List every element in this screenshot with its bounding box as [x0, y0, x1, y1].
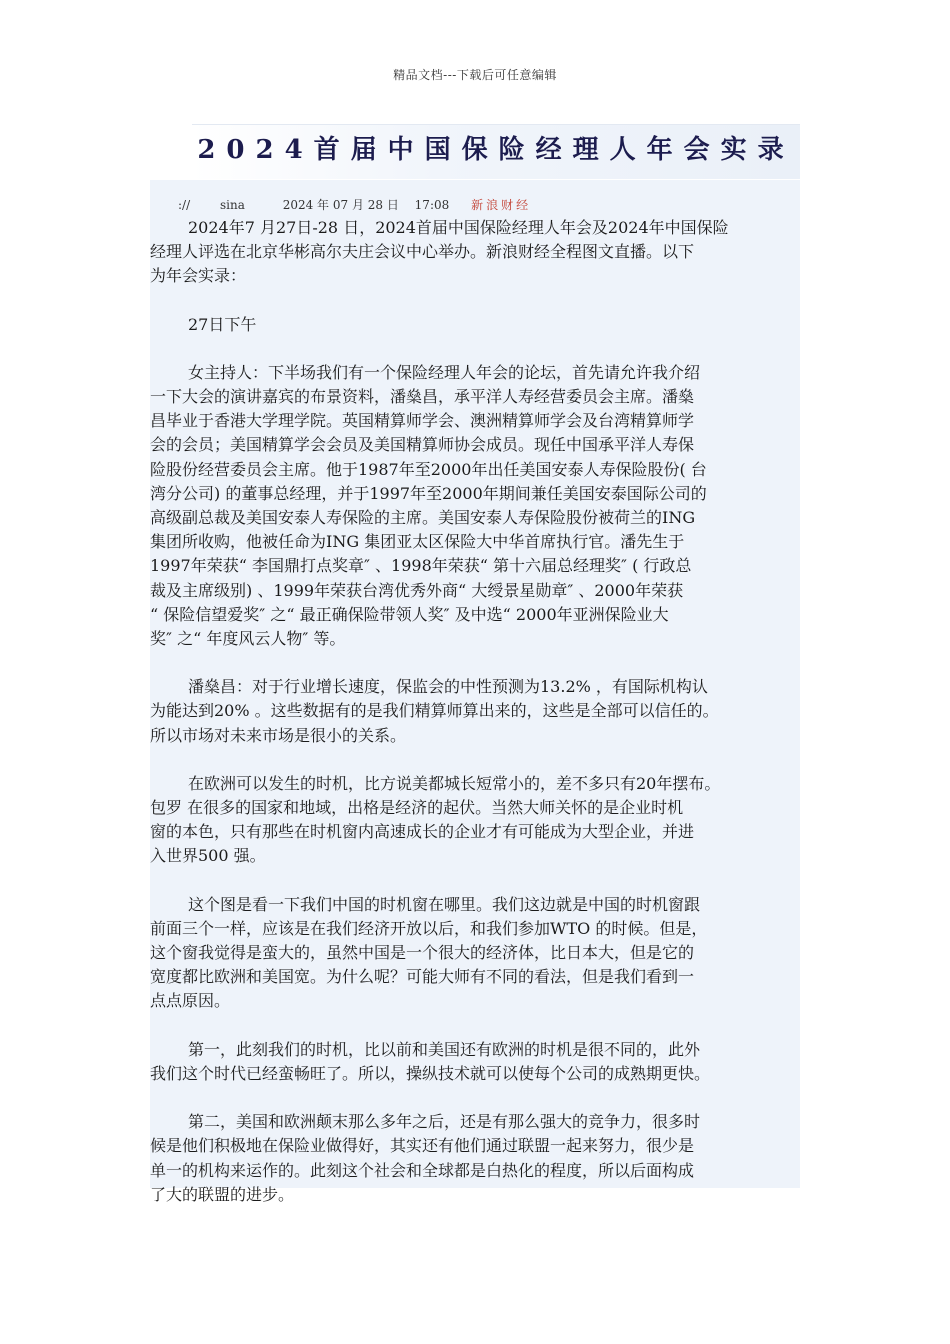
- paragraph-line: “ 保险信望爱奖″ 之“ 最正确保险带领人奖″ 及中选“ 2000年亚洲保险业大: [150, 604, 669, 624]
- paragraph-line: 湾分公司) 的董事总经理，并于1997年至2000年期间兼任美国安泰国际公司的: [150, 483, 707, 503]
- paragraph-line: 为能达到20% 。这些数据有的是我们精算师算出来的，这些是全部可以信任的。: [150, 701, 719, 721]
- paragraph-line: 昌毕业于香港大学理学院。英国精算师学会、澳洲精算师学会及台湾精算师学: [150, 411, 695, 431]
- article-body: [150, 216, 810, 1231]
- paragraph-line: 前面三个一样，应该是在我们经济开放以后，和我们参加WTO 的时候。但是，: [150, 918, 708, 938]
- paragraph-line: 奖″ 之“ 年度风云人物″ 等。: [150, 629, 346, 649]
- meta-source[interactable]: 新浪财经: [471, 198, 532, 212]
- paragraph-line: 这个图是看一下我们中国的时机窗在哪里。我们这边就是中国的时机窗跟: [188, 894, 701, 914]
- article-paragraph: [150, 893, 810, 1014]
- paragraph-line: 27日下午: [188, 314, 257, 334]
- paragraph-line: 宽度都比欧洲和美国宽。为什么呢？可能大师有不同的看法，但是我们看到一: [150, 967, 695, 987]
- article-paragraph: [150, 361, 810, 651]
- article-paragraph: [150, 772, 810, 869]
- paragraph-line: 1997年荣获“ 李国鼎打点奖章″ 、1998年荣获“ 第十六届总经理奖″ ( 行政总: [150, 556, 692, 576]
- paragraph-line: 了大的联盟的进步。: [150, 1184, 295, 1204]
- paragraph-line: 包罗 在很多的国家和地域，出格是经济的起伏。当然大师关怀的是企业时机: [150, 798, 684, 818]
- paragraph-line: 女主持人：下半场我们有一个保险经理人年会的论坛，首先请允许我介绍: [188, 362, 701, 382]
- paragraph-line: 经理人评选在北京华彬高尔夫庄会议中心举办。新浪财经全程图文直播。以下: [150, 242, 695, 262]
- article-paragraph: [150, 675, 810, 748]
- article-paragraph: [150, 1110, 810, 1207]
- paragraph-line: 在欧洲可以发生的时机，比方说美都城长短常小的，差不多只有20年摆布。: [188, 773, 721, 793]
- paragraph-line: 所以市场对未来市场是很小的关系。: [150, 725, 407, 745]
- page-title: 2024首届中国保险经理人年会实录: [197, 135, 795, 165]
- paragraph-line: 集团所收购，他被任命为ING 集团亚太区保险大中华首席执行官。潘先生于: [150, 532, 685, 552]
- paragraph-line: 候是他们积极地在保险业做得好，其实还有他们通过联盟一起来努力，很少是: [150, 1136, 695, 1156]
- meta-protocol: ://: [178, 198, 191, 212]
- paragraph-line: 我们这个时代已经蛮畅旺了。所以，操纵技术就可以使每个公司的成熟期更快。: [150, 1063, 711, 1083]
- paragraph-line: 裁及主席级别) 、1999年荣获台湾优秀外商“ 大绶景星勋章″ 、2000年荣获: [150, 580, 684, 600]
- paragraph-line: 窗的本色，只有那些在时机窗内高速成长的企业才有可能成为大型企业，并进: [150, 822, 695, 842]
- paragraph-line: 潘燊昌：对于行业增长速度，保监会的中性预测为13.2% ，有国际机构认: [188, 677, 708, 697]
- article-paragraph: [150, 313, 810, 337]
- article-paragraph: [150, 216, 810, 289]
- header-note: 精品文档---下载后可任意编辑: [393, 68, 557, 82]
- paragraph-line: 会的会员；美国精算学会会员及美国精算师协会成员。现任中国承平洋人寿保: [150, 435, 695, 455]
- paragraph-line: 为年会实录：: [150, 266, 247, 286]
- article-paragraph: [150, 1038, 810, 1086]
- paragraph-line: 点点原因。: [150, 991, 231, 1011]
- meta-site: sina: [219, 198, 245, 212]
- paragraph-line: 单一的机构来运作的。此刻这个社会和全球都是白热化的程度，所以后面构成: [150, 1160, 695, 1180]
- paragraph-line: 险股份经营委员会主席。他于1987年至2000年出任美国安泰人寿保险股份( 台: [150, 459, 707, 479]
- paragraph-line: 这个窗我觉得是蛮大的，虽然中国是一个很大的经济体，比日本大，但是它的: [150, 943, 695, 963]
- paragraph-line: 高级副总裁及美国安泰人寿保险的主席。美国安泰人寿保险股份被荷兰的ING: [150, 508, 696, 528]
- meta-date: 2024 年 07 月 28 日: [282, 198, 399, 212]
- article-meta: [178, 196, 531, 213]
- paragraph-line: 第二，美国和欧洲颠末那么多年之后，还是有那么强大的竞争力，很多时: [188, 1112, 701, 1132]
- paragraph-line: 入世界500 强。: [150, 846, 266, 866]
- meta-time: 17:08: [414, 198, 450, 212]
- paragraph-line: 2024年7 月27日-28 日，2024首届中国保险经理人年会及2024年中国保险: [188, 218, 729, 237]
- paragraph-line: 第一，此刻我们的时机，比以前和美国还有欧洲的时机是很不同的，此外: [188, 1039, 701, 1059]
- paragraph-line: 一下大会的演讲嘉宾的布景资料，潘燊昌，承平洋人寿经营委员会主席。潘燊: [150, 387, 695, 407]
